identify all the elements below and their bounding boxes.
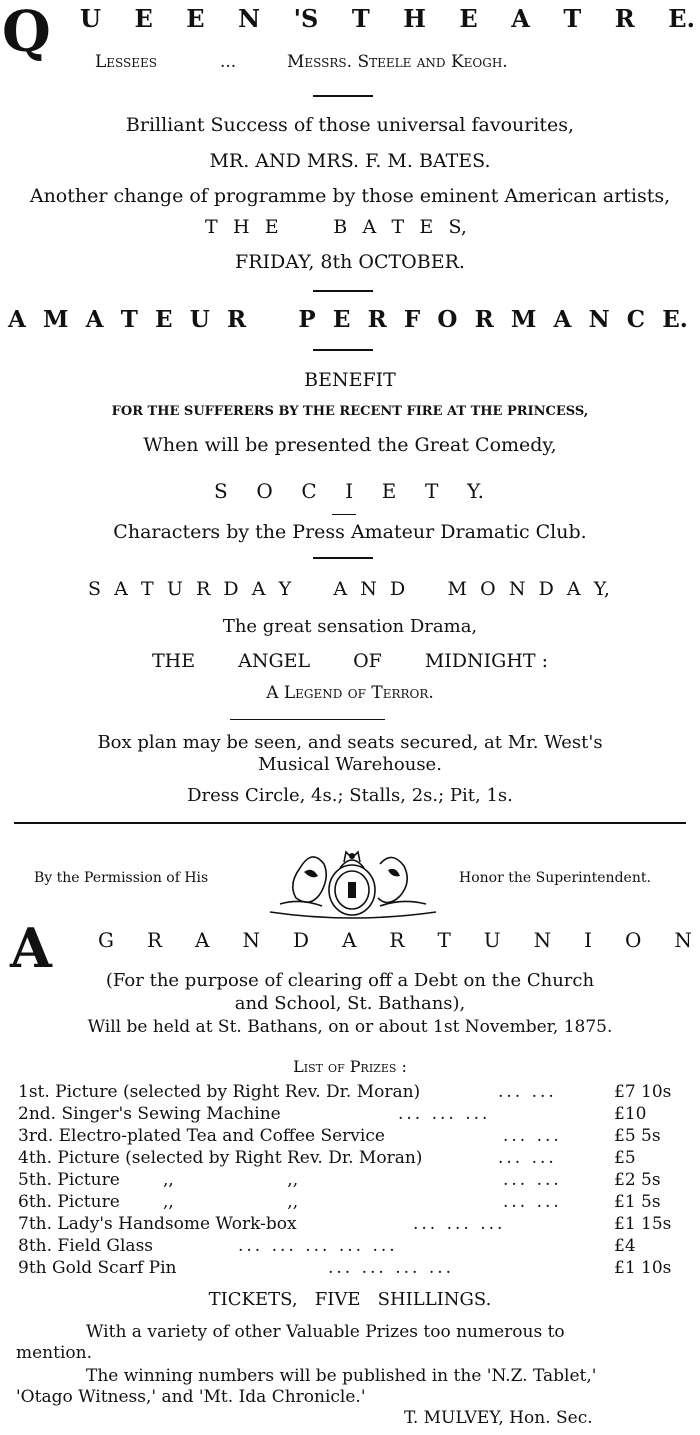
amateur-letter: N (588, 306, 610, 333)
society-title (214, 479, 484, 503)
amateur-letter: R (474, 306, 494, 333)
amateur-letter: C (626, 306, 646, 333)
art-union-title (98, 928, 692, 952)
art-union-letter: N (674, 928, 692, 952)
bates-date: FRIDAY, 8th OCTOBER. (235, 251, 465, 273)
prices: Dress Circle, 4s.; Stalls, 2s.; Pit, 1s. (187, 785, 513, 806)
saturday-letter: A (114, 578, 128, 600)
section-divider (14, 822, 686, 824)
society-letter: C (301, 479, 317, 503)
art-union-letter: N (533, 928, 552, 952)
amateur-letter: E (332, 306, 351, 333)
art-union-letter: G (98, 928, 114, 952)
saturday-letter: D (538, 578, 554, 600)
art-union-letter: T (437, 928, 451, 952)
prize-dots: ... ... (498, 1148, 557, 1168)
amateur-letter: T (120, 306, 138, 333)
bates-letter: A (362, 216, 377, 238)
society-letter: S (214, 479, 228, 503)
prize-value: £10 (614, 1104, 647, 1124)
prize-dots: ... ... ... (398, 1104, 491, 1124)
prize-value: £5 (614, 1148, 636, 1168)
society-letter: E (381, 479, 397, 503)
presented: When will be presented the Great Comedy, (143, 434, 557, 456)
saturday-letter: R (195, 578, 211, 600)
prize-dots: ... ... (503, 1192, 562, 1212)
prize-row (18, 1192, 700, 1214)
angel-word: OF (353, 650, 382, 672)
prize-dots: ... ... ... (413, 1214, 506, 1234)
bates-letter: T (391, 216, 405, 238)
amateur-letter: A (85, 306, 104, 333)
royal-coat-of-arms (260, 838, 445, 920)
amateur-letter: M (510, 306, 537, 333)
winning-line2: 'Otago Witness,' and 'Mt. Ida Chronicle.' (16, 1387, 366, 1407)
prize-value: £2 5s (614, 1170, 661, 1190)
prize-row (18, 1236, 700, 1258)
saturday-letter: A (333, 578, 348, 600)
society-letter: Y. (466, 479, 484, 503)
amateur-letter: E. (662, 306, 688, 333)
society-letter: I (345, 479, 354, 503)
title-letter: N (238, 4, 261, 33)
title-letter: T (563, 4, 582, 33)
box-plan-line2: Musical Warehouse. (258, 754, 442, 775)
art-union-letter: O (625, 928, 642, 952)
winning-line1: The winning numbers will be published in the 'N.Z. Tablet,' (86, 1366, 597, 1386)
permission-right: Honor the Superintendent. (459, 870, 651, 886)
prize-row (18, 1214, 700, 1236)
prize-dots: ... ... ... ... (328, 1258, 455, 1278)
queens-title (80, 4, 695, 34)
prize-desc: 5th. Picture ,, ,, (18, 1170, 299, 1190)
benefit: BENEFIT (304, 369, 396, 391)
permission-left: By the Permission of His (34, 870, 209, 886)
saturday-title (88, 578, 610, 600)
saturday-letter: N (360, 578, 377, 600)
art-union-letter: U (483, 928, 501, 952)
divider (313, 349, 373, 351)
prize-desc: 3rd. Electro-plated Tea and Coffee Service (18, 1126, 385, 1146)
amateur-title (8, 306, 688, 333)
divider (230, 719, 385, 720)
prize-desc: 6th. Picture ,, ,, (18, 1192, 299, 1212)
amateur-letter: R (367, 306, 387, 333)
amateur-letter: O (437, 306, 458, 333)
queens-initial: Q (2, 0, 51, 65)
amateur-letter: A (553, 306, 572, 333)
prize-desc: 9th Gold Scarf Pin (18, 1258, 177, 1278)
title-letter: E (186, 4, 205, 33)
amateur-letter: U (189, 306, 210, 333)
prize-row (18, 1082, 700, 1104)
angel-word: ANGEL (238, 650, 311, 672)
saturday-letter: D (390, 578, 406, 600)
title-letter: H (403, 4, 426, 33)
title-letter: E (459, 4, 478, 33)
box-plan-line1: Box plan may be seen, and seats secured, at Mr. West's (97, 732, 603, 753)
saturday-letter: S (88, 578, 102, 600)
prize-row (18, 1104, 700, 1126)
prize-row (18, 1170, 700, 1192)
divider (332, 514, 356, 515)
prize-value: £4 (614, 1236, 636, 1256)
title-letter: E (134, 4, 153, 33)
amateur-letter: R (226, 306, 247, 333)
amateur-letter: F (403, 306, 421, 333)
prize-dots: ... ... (498, 1082, 557, 1102)
art-union-letter: A (341, 928, 357, 952)
prize-dots: ... ... ... ... ... (238, 1236, 398, 1256)
purpose-line2: and School, St. Bathans), (234, 993, 466, 1014)
signature: T. MULVEY, Hon. Sec. (404, 1408, 593, 1428)
list-of-prizes-title: List of Prizes : (293, 1057, 407, 1076)
angel-word: THE (152, 650, 196, 672)
bates-line1: Brilliant Success of those universal favourites, (125, 114, 575, 136)
purpose-line1: (For the purpose of clearing off a Debt on the Church (105, 970, 595, 991)
saturday-letter: U (166, 578, 183, 600)
title-letter: R (614, 4, 635, 33)
characters: Characters by the Press Amateur Dramatic Club. (113, 521, 587, 543)
amateur-letter: P (298, 306, 316, 333)
prize-desc: 1st. Picture (selected by Right Rev. Dr. Moran) (18, 1082, 421, 1102)
angel-word: MIDNIGHT : (424, 650, 548, 672)
variety-line2: mention. (16, 1343, 92, 1363)
bates-letter: E (419, 216, 434, 238)
lessees-dots: ... (220, 52, 237, 72)
saturday-letter: M (447, 578, 467, 600)
title-letter: T (351, 4, 370, 33)
art-union-letter: R (146, 928, 163, 952)
title-letter: U (80, 4, 101, 33)
bates-the-bates (205, 216, 467, 238)
saturday-letter: A (566, 578, 581, 600)
divider (313, 290, 373, 292)
title-letter: A (511, 4, 530, 33)
legend-of-terror: A Legend of Terror. (266, 683, 434, 703)
title-letter: E. (668, 4, 695, 33)
bates-letter: B (333, 216, 348, 238)
held-at: Will be held at St. Bathans, on or about 1st November, 1875. (87, 1017, 613, 1037)
angel-title (152, 650, 548, 672)
prize-value: £7 10s (614, 1082, 672, 1102)
sufferers: FOR THE SUFFERERS BY THE RECENT FIRE AT THE PRINCESS, (111, 404, 589, 419)
prize-value: £1 15s (614, 1214, 672, 1234)
saturday-letter: N (508, 578, 526, 600)
art-union-initial: A (10, 916, 52, 980)
bates-letter: T (205, 216, 218, 238)
saturday-letter: O (480, 578, 496, 600)
saturday-letter: T (141, 578, 154, 600)
bates-line3: Another change of programme by those eminent American artists, (29, 185, 671, 207)
sensation-drama: The great sensation Drama, (222, 616, 478, 637)
amateur-letter: M (43, 306, 69, 333)
society-letter: O (256, 479, 273, 503)
prize-row (18, 1126, 700, 1148)
variety-line1: With a variety of other Valuable Prizes too numerous to (86, 1322, 565, 1342)
saturday-letter: Y (278, 578, 292, 600)
divider (313, 557, 373, 559)
tickets: TICKETS, FIVE SHILLINGS. (208, 1289, 492, 1310)
prize-value: £1 10s (614, 1258, 672, 1278)
amateur-letter: A (8, 306, 26, 333)
bates-line2: MR. AND MRS. F. M. BATES. (209, 150, 491, 172)
prize-desc: 4th. Picture (selected by Right Rev. Dr. Moran) (18, 1148, 423, 1168)
saturday-letter: Y, (593, 578, 610, 600)
prize-row (18, 1148, 700, 1170)
art-union-letter: D (292, 928, 309, 952)
prize-desc: 8th. Field Glass (18, 1236, 154, 1256)
prize-row (18, 1258, 700, 1280)
art-union-letter: A (195, 928, 210, 952)
divider (313, 95, 373, 97)
lessees-names: Messrs. Steele and Keogh. (287, 52, 508, 72)
prize-dots: ... ... (503, 1126, 562, 1146)
prize-dots: ... ... (503, 1170, 562, 1190)
society-letter: T (424, 479, 439, 503)
prize-desc: 7th. Lady's Handsome Work-box (18, 1214, 297, 1234)
bates-letter: H (232, 216, 250, 238)
prize-value: £1 5s (614, 1192, 661, 1212)
prize-value: £5 5s (614, 1126, 661, 1146)
art-union-letter: I (584, 928, 593, 952)
title-letter: 'S (293, 4, 319, 33)
art-union-letter: N (242, 928, 260, 952)
saturday-letter: D (223, 578, 239, 600)
amateur-letter: E (155, 306, 173, 333)
art-union-letter: R (389, 928, 405, 952)
bates-letter: S, (448, 216, 467, 238)
lessees-label: Lessees (95, 52, 158, 72)
saturday-letter: A (251, 578, 266, 600)
bates-letter: E (264, 216, 279, 238)
prize-desc: 2nd. Singer's Sewing Machine (18, 1104, 281, 1124)
